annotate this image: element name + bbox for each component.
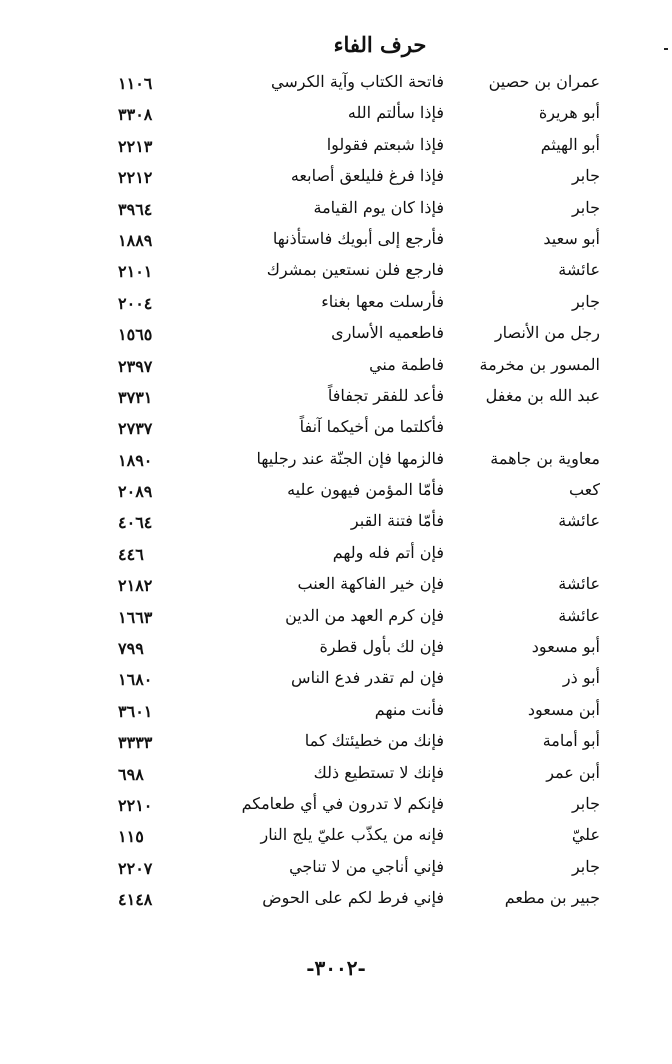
narrator-name: أبن مسعود bbox=[527, 699, 600, 719]
hadith-opening: فإنه من يكذّب عليّ يلج النار bbox=[260, 825, 444, 845]
index-row bbox=[0, 602, 672, 633]
hadith-opening: فاتحة الكتاب وآية الكرسي bbox=[271, 72, 444, 91]
index-row bbox=[0, 539, 672, 570]
hadith-number: ٤٠٦٤ bbox=[118, 513, 153, 533]
hadith-opening: فاطمة مني bbox=[369, 354, 444, 374]
hadith-opening: فإنك من خطيئتك كما bbox=[304, 731, 444, 751]
hadith-opening: فإذا شبعتم فقولوا bbox=[326, 134, 444, 154]
hadith-number: ٢٣٩٧ bbox=[118, 356, 153, 376]
hadith-number: ٢٢١٠ bbox=[118, 795, 153, 815]
index-row bbox=[0, 99, 672, 130]
index-row bbox=[0, 790, 672, 821]
hadith-opening: فأمّا فتنة القبر bbox=[350, 511, 444, 531]
narrator-name: جبير بن مطعم bbox=[504, 888, 600, 908]
page-title: حرف الفاء bbox=[333, 32, 427, 57]
hadith-number: ١٦٨٠ bbox=[118, 670, 153, 690]
hadith-number: ٣٧٣١ bbox=[118, 387, 153, 407]
narrator-name: جابر bbox=[571, 197, 600, 217]
narrator-name: عائشة bbox=[558, 605, 600, 625]
index-row bbox=[0, 633, 672, 664]
hadith-number: ٤٤٦ bbox=[118, 544, 144, 564]
hadith-opening: فإن خير الفاكهة العنب bbox=[297, 574, 444, 594]
index-row bbox=[0, 351, 672, 382]
hadith-opening: فأمّا المؤمن فيهون عليه bbox=[287, 480, 444, 500]
narrator-name: أبو هريرة bbox=[538, 103, 600, 123]
index-row bbox=[0, 162, 672, 193]
hadith-opening: فإن لك بأول قطرة bbox=[319, 637, 444, 657]
hadith-number: ٢٠٠٤ bbox=[118, 293, 153, 313]
narrator-name: المسور بن مخرمة bbox=[479, 354, 600, 374]
index-row bbox=[0, 256, 672, 287]
narrator-name: جابر bbox=[571, 166, 600, 186]
index-row bbox=[0, 696, 672, 727]
index-row bbox=[0, 319, 672, 350]
index-row bbox=[0, 507, 672, 538]
hadith-number: ٢٢٠٧ bbox=[118, 858, 153, 878]
index-row bbox=[0, 382, 672, 413]
narrator-name: أبو مسعود bbox=[531, 637, 600, 657]
hadith-opening: فارجع فلن نستعين بمشرك bbox=[266, 260, 444, 280]
hadith-number: ٢٧٣٧ bbox=[118, 419, 153, 439]
index-row bbox=[0, 727, 672, 758]
hadith-opening: فإذا سألتم الله bbox=[347, 103, 444, 123]
index-row bbox=[0, 476, 672, 507]
hadith-number: ٢١٠١ bbox=[118, 262, 153, 282]
index-row bbox=[0, 413, 672, 444]
hadith-opening: فإذا كان يوم القيامة bbox=[313, 197, 444, 217]
hadith-number: ٦٩٨ bbox=[118, 764, 144, 784]
narrator-name: عائشة bbox=[558, 574, 600, 594]
hadith-number: ١٦٦٣ bbox=[118, 607, 153, 627]
hadith-number: ٢١٨٢ bbox=[118, 576, 153, 596]
narrator-name: عائشة bbox=[558, 511, 600, 531]
hadith-number: ١٥٦٥ bbox=[118, 325, 153, 345]
hadith-opening: فإنك لا تستطيع ذلك bbox=[313, 762, 444, 782]
hadith-number: ٢٢١٢ bbox=[118, 168, 153, 188]
hadith-number: ٣٣٣٣ bbox=[118, 733, 153, 753]
hadith-opening: فإني فرط لكم على الحوض bbox=[262, 888, 444, 908]
hadith-number: ٣٣٠٨ bbox=[118, 105, 153, 125]
narrator-name: رجل من الأنصار bbox=[494, 323, 600, 343]
hadith-opening: فإن كرم العهد من الدين bbox=[285, 605, 444, 625]
hadith-number: ٧٩٩ bbox=[118, 639, 144, 659]
index-row bbox=[0, 194, 672, 225]
index-row bbox=[0, 570, 672, 601]
hadith-opening: فإن أتم فله ولهم bbox=[332, 542, 444, 562]
hadith-number: ٢٠٨٩ bbox=[118, 482, 153, 502]
index-row bbox=[0, 759, 672, 790]
narrator-name: كعب bbox=[568, 480, 600, 500]
index-row bbox=[0, 884, 672, 915]
hadith-opening: فأرسلت معها بغناء bbox=[321, 291, 444, 311]
narrator-name: عليّ bbox=[571, 825, 600, 845]
index-table bbox=[0, 68, 672, 916]
edge-mark bbox=[664, 48, 668, 50]
hadith-opening: فاطعميه الأسارى bbox=[331, 323, 444, 343]
index-row bbox=[0, 68, 672, 99]
hadith-opening: فالزمها فإن الجنّة عند رجليها bbox=[256, 448, 444, 468]
hadith-opening: فأنت منهم bbox=[374, 699, 444, 719]
narrator-name: عمران بن حصين bbox=[488, 72, 600, 91]
index-row bbox=[0, 445, 672, 476]
narrator-name: أبو ذر bbox=[562, 668, 600, 688]
hadith-opening: فإذا فرغ فليلعق أصابعه bbox=[290, 166, 444, 186]
narrator-name: أبن عمر bbox=[546, 762, 600, 782]
index-row bbox=[0, 288, 672, 319]
narrator-name: عبد الله بن مغفل bbox=[485, 385, 600, 405]
index-row bbox=[0, 821, 672, 852]
hadith-opening: فأعد للفقر تجفافاً bbox=[327, 385, 444, 405]
narrator-name: جابر bbox=[571, 291, 600, 311]
hadith-opening: فإنكم لا تدرون في أي طعامكم bbox=[241, 793, 444, 813]
hadith-number: ٣٩٦٤ bbox=[118, 199, 153, 219]
narrator-name: معاوية بن جاهمة bbox=[490, 448, 600, 468]
hadith-number: ٢٢١٣ bbox=[118, 136, 153, 156]
index-row bbox=[0, 853, 672, 884]
hadith-number: ١١٥ bbox=[118, 827, 144, 847]
index-row bbox=[0, 131, 672, 162]
narrator-name: جابر bbox=[571, 856, 600, 876]
narrator-name: أبو سعيد bbox=[543, 228, 600, 248]
narrator-name: عائشة bbox=[558, 260, 600, 280]
narrator-name: أبو الهيثم bbox=[540, 134, 600, 154]
hadith-number: ١١٠٦ bbox=[118, 74, 153, 93]
page-number: -٣٠٠٢- bbox=[306, 956, 366, 980]
hadith-number: ٣٦٠١ bbox=[118, 701, 153, 721]
hadith-number: ١٨٩٠ bbox=[118, 450, 153, 470]
hadith-number: ١٨٨٩ bbox=[118, 230, 153, 250]
hadith-opening: فأكلتما من أخيكما آنفاً bbox=[299, 417, 444, 437]
hadith-opening: فأرجع إلى أبويك فاستأذنها bbox=[272, 228, 444, 248]
index-row bbox=[0, 664, 672, 695]
hadith-opening: فإني أناجي من لا تناجي bbox=[289, 856, 444, 876]
hadith-opening: فإن لم تقدر فدع الناس bbox=[291, 668, 444, 688]
narrator-name: جابر bbox=[571, 793, 600, 813]
hadith-number: ٤١٤٨ bbox=[118, 890, 153, 910]
narrator-name: أبو أمامة bbox=[542, 731, 600, 751]
index-row bbox=[0, 225, 672, 256]
